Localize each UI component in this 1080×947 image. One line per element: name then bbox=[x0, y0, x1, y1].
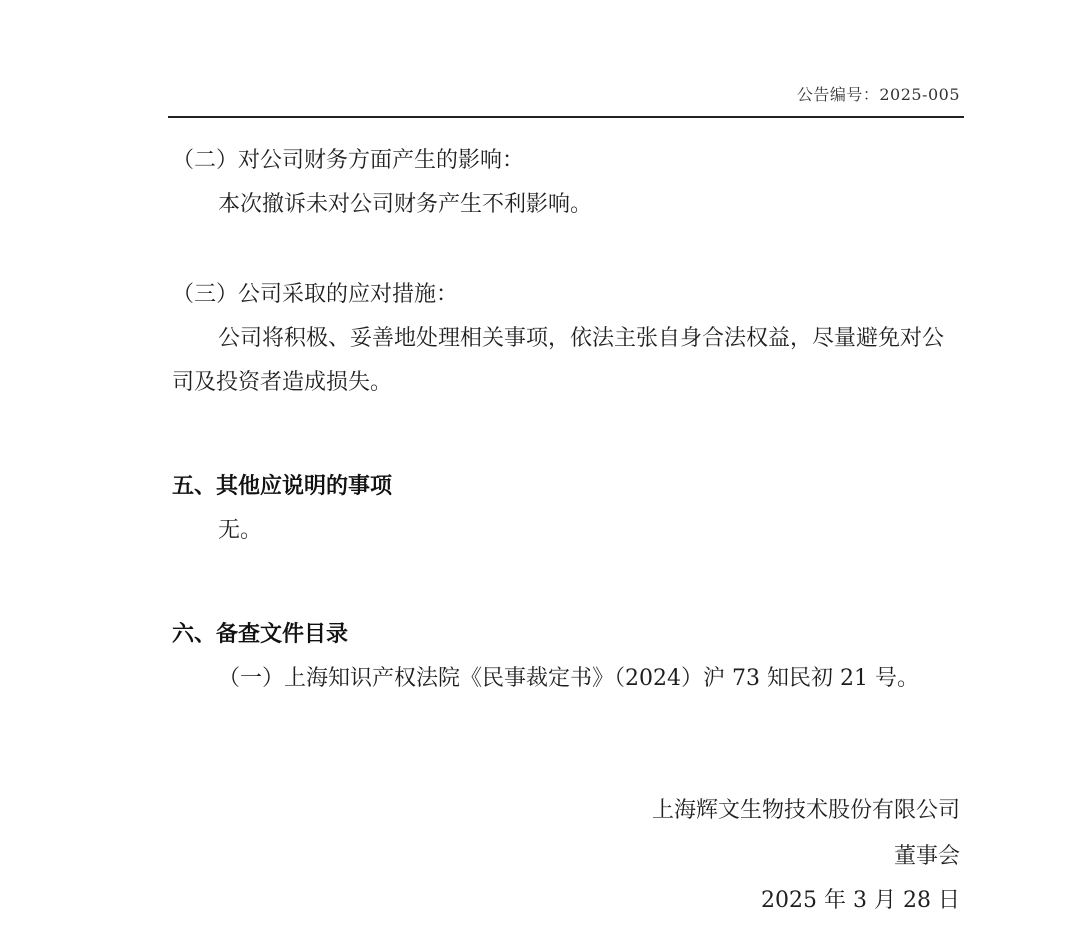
reference-docs-heading: 六、备查文件目录 bbox=[172, 622, 349, 647]
measures-title: （三）公司采取的应对措施： bbox=[172, 282, 459, 307]
financial-impact-body: 本次撤诉未对公司财务产生不利影响。 bbox=[218, 192, 593, 217]
announcement-number: 公告编号：2025-005 bbox=[796, 85, 960, 104]
measures-body-line1: 公司将积极、妥善地处理相关事项，依法主张自身合法权益，尽量避免对公 bbox=[218, 326, 945, 351]
signature-company: 上海辉文生物技术股份有限公司 bbox=[651, 798, 960, 823]
header-divider bbox=[168, 116, 964, 118]
signature-date: 2025 年 3 月 28 日 bbox=[761, 888, 960, 913]
measures-body-line2: 司及投资者造成损失。 bbox=[172, 370, 393, 395]
reference-docs-item: （一）上海知识产权法院《民事裁定书》（2024）沪 73 知民初 21 号。 bbox=[218, 666, 919, 691]
financial-impact-title: （二）对公司财务方面产生的影响： bbox=[172, 148, 525, 173]
other-matters-heading: 五、其他应说明的事项 bbox=[172, 474, 393, 499]
other-matters-body: 无。 bbox=[218, 518, 263, 543]
signature-board: 董事会 bbox=[893, 844, 960, 869]
